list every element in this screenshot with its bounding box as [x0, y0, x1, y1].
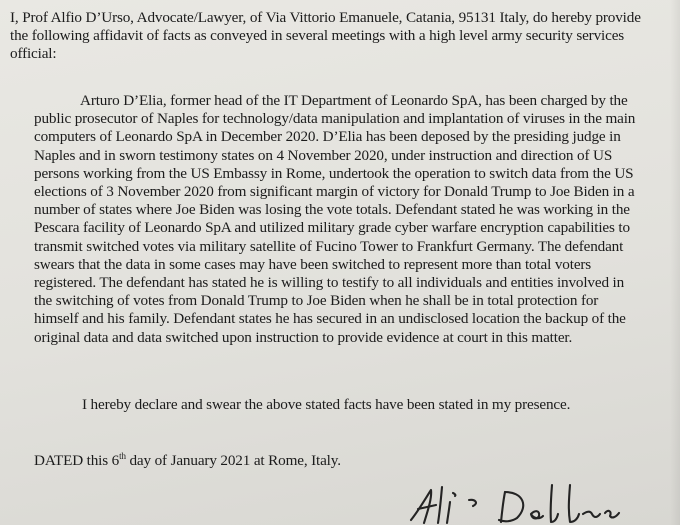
dated-prefix: DATED this 6 — [34, 452, 120, 469]
paper-shadow — [670, 0, 680, 525]
dated-ordinal: th — [119, 451, 126, 461]
dated-line — [34, 452, 534, 470]
affidavit-body: Arturo D’Elia, former head of the IT Department of Leonardo SpA, has been charged by the public prosecutor of Naples for technology/data manipulation and implantation of viruses in the main computers of Leonardo SpA in December 2020. D’Elia has been deposed by the presiding judge in Naples and in sworn testimony states on 4 November 2020, under instruction and direction of US persons working from the US Embassy in Rome, undertook the operation to switch data from the US elections of 3 November 2020 from significant margin of victory for Donald Trump to Joe Biden in a number of states where Joe Biden was losing the vote totals. Defendant stated he was working in the Pescara facility of Leonardo SpA and utilized military grade cyber warfare encryption capabilities to transmit switched votes via military satellite of Fucino Tower to Frankfurt Germany. The defendant swears that the data in some cases may have been switched to represent more than total voters registered. The defendant has stated he is willing to testify to all individuals and entities involved in the switching of votes from Donald Trump to Joe Biden when he shall be in total protection for himself and his family. Defendant states he has secured in an undisclosed location the backup of the original data and data switched upon instruction to provide evidence at court in this matter. — [34, 92, 636, 346]
declaration-statement: I hereby declare and swear the above stated facts have been stated in my presence. — [82, 396, 571, 413]
handwritten-signature — [405, 476, 680, 525]
affidavit-intro: I, Prof Alfio D’Urso, Advocate/Lawyer, of Via Vittorio Emanuele, Catania, 95131 Italy, do hereby provide the following affidavit of facts as conveyed in several meetings with a high level army security services official: — [10, 9, 641, 63]
dated-suffix: day of January 2021 at Rome, Italy. — [125, 452, 341, 469]
